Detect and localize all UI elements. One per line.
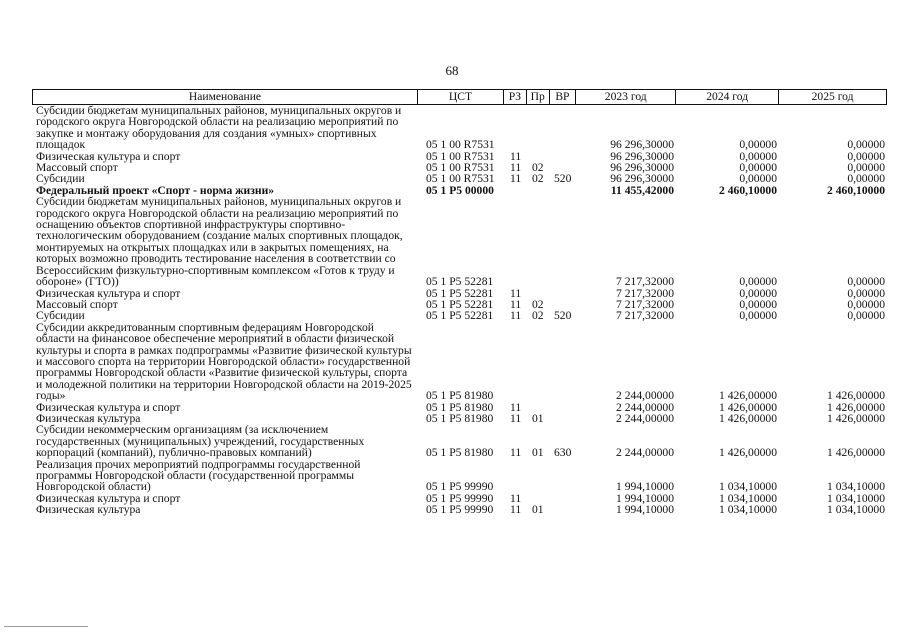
row-amount-2023: 96 296,30000 xyxy=(610,149,674,163)
row-amount-2024: 0,00000 xyxy=(739,161,777,175)
table-row xyxy=(32,424,887,458)
row-name: Физическая культура и спорт xyxy=(36,491,181,505)
row-cst: 05 1 00 R7531 xyxy=(426,138,495,152)
row-amount-2023: 7 217,32000 xyxy=(616,275,674,289)
header-name: Наименование xyxy=(32,90,417,104)
header-cst: ЦСТ xyxy=(417,90,503,104)
row-amount-2025: 1 034,10000 xyxy=(827,480,885,494)
row-rz: 11 xyxy=(510,172,522,186)
header-2024: 2024 год xyxy=(675,90,778,104)
row-pr: 02 xyxy=(532,297,544,311)
row-amount-2024: 1 034,10000 xyxy=(719,491,777,505)
row-amount-2025: 0,00000 xyxy=(847,286,885,300)
row-amount-2023: 96 296,30000 xyxy=(610,138,674,152)
row-name: Массовый спорт xyxy=(36,297,118,311)
row-amount-2024: 0,00000 xyxy=(739,297,777,311)
row-pr: 01 xyxy=(532,446,544,460)
row-amount-2023: 11 455,42000 xyxy=(610,183,674,197)
row-amount-2024: 0,00000 xyxy=(739,275,777,289)
row-rz: 11 xyxy=(510,400,522,414)
row-cst: 05 1 P5 99990 xyxy=(426,503,494,517)
row-amount-2023: 1 994,10000 xyxy=(616,491,674,505)
row-name: Субсидии бюджетам муниципальных районов, муниципальных округов и городского округа Новгородской области на реализацию мероприятий по закупке и монтажу оборудования для создания «умных» спортивных площадок xyxy=(36,104,402,152)
row-rz: 11 xyxy=(510,491,522,505)
row-cst: 05 1 P5 81980 xyxy=(426,411,494,425)
row-amount-2024: 0,00000 xyxy=(739,138,777,152)
row-cst: 05 1 P5 52281 xyxy=(426,275,494,289)
row-amount-2024: 1 034,10000 xyxy=(719,480,777,494)
row-amount-2024: 1 426,00000 xyxy=(719,411,777,425)
row-amount-2024: 0,00000 xyxy=(739,309,777,323)
row-amount-2024: 0,00000 xyxy=(739,286,777,300)
header-2023: 2023 год xyxy=(575,90,675,104)
row-cst: 05 1 P5 52281 xyxy=(426,309,494,323)
row-amount-2023: 2 244,00000 xyxy=(616,400,674,414)
row-amount-2025: 1 426,00000 xyxy=(827,411,885,425)
row-cst: 05 1 00 R7531 xyxy=(426,172,495,186)
row-name: Физическая культура xyxy=(36,411,141,425)
row-vr: 630 xyxy=(554,446,572,460)
header-vr: ВР xyxy=(549,90,576,104)
row-amount-2023: 7 217,32000 xyxy=(616,309,674,323)
row-amount-2025: 1 034,10000 xyxy=(827,503,885,517)
row-amount-2023: 2 244,00000 xyxy=(616,446,674,460)
row-amount-2025: 0,00000 xyxy=(847,297,885,311)
row-cst: 05 1 P5 81980 xyxy=(426,446,494,460)
row-amount-2024: 1 426,00000 xyxy=(719,400,777,414)
table-row xyxy=(32,105,887,151)
budget-table xyxy=(32,89,887,516)
row-amount-2025: 1 426,00000 xyxy=(827,400,885,414)
table-body xyxy=(32,105,887,516)
row-name: Физическая культура и спорт xyxy=(36,286,181,300)
row-amount-2023: 2 244,00000 xyxy=(616,411,674,425)
row-cst: 05 1 P5 81980 xyxy=(426,400,494,414)
table-row xyxy=(32,322,887,402)
row-name: Федеральный проект «Спорт - норма жизни» xyxy=(36,183,275,197)
row-name: Субсидии бюджетам муниципальных районов, муниципальных округов и городского округа Новгородской области на реализацию мероприятий по оснащению объектов спортивной инфраструктуры спортивно-технологическим оборудованием (создание малых спортивных площадок, монтируемых на открытых площадках или в закрытых помещениях, на которых возможно проводить тестирование населения в соответствии со Всероссийским физкультурно-спортивным комплексом «Готов к труду и обороне» (ГТО)) xyxy=(36,195,403,289)
row-cst: 05 1 00 R7531 xyxy=(426,149,495,163)
footer-rule xyxy=(4,626,88,627)
header-rz: РЗ xyxy=(503,90,526,104)
row-amount-2024: 2 460,10000 xyxy=(719,183,777,197)
row-cst: 05 1 P5 99990 xyxy=(426,491,494,505)
row-rz: 11 xyxy=(510,161,522,175)
row-amount-2023: 2 244,00000 xyxy=(616,389,674,403)
row-rz: 11 xyxy=(510,286,522,300)
table-header xyxy=(32,89,887,105)
row-rz: 11 xyxy=(510,309,522,323)
row-amount-2023: 7 217,32000 xyxy=(616,286,674,300)
page-number: 68 xyxy=(445,63,459,78)
row-cst: 05 1 00 R7531 xyxy=(426,161,495,175)
row-amount-2025: 0,00000 xyxy=(847,172,885,186)
table-row xyxy=(32,504,887,515)
row-cst: 05 1 P5 81980 xyxy=(426,389,494,403)
row-cst: 05 1 P5 52281 xyxy=(426,297,494,311)
row-name: Субсидии некоммерческим организациям (за исключением государственных (муниципальных) учреждений, государственных корпораций (компаний), публично-правовых компаний) xyxy=(36,423,365,460)
row-amount-2024: 0,00000 xyxy=(739,172,777,186)
row-vr: 520 xyxy=(554,309,572,323)
header-2025: 2025 год xyxy=(778,90,887,104)
row-amount-2025: 0,00000 xyxy=(847,309,885,323)
row-name: Субсидии xyxy=(36,309,85,323)
row-amount-2024: 1 426,00000 xyxy=(719,389,777,403)
table-row xyxy=(32,310,887,321)
row-pr: 01 xyxy=(532,503,544,517)
row-amount-2023: 7 217,32000 xyxy=(616,297,674,311)
row-amount-2023: 1 994,10000 xyxy=(616,480,674,494)
row-amount-2024: 0,00000 xyxy=(739,149,777,163)
row-amount-2025: 1 426,00000 xyxy=(827,389,885,403)
row-pr: 02 xyxy=(532,172,544,186)
row-amount-2023: 96 296,30000 xyxy=(610,161,674,175)
row-cst: 05 1 P5 52281 xyxy=(426,286,494,300)
row-amount-2025: 1 034,10000 xyxy=(827,491,885,505)
row-name: Массовый спорт xyxy=(36,161,118,175)
row-amount-2025: 1 426,00000 xyxy=(827,446,885,460)
row-pr: 02 xyxy=(532,161,544,175)
row-amount-2024: 1 426,00000 xyxy=(719,446,777,460)
row-amount-2025: 0,00000 xyxy=(847,275,885,289)
row-amount-2025: 0,00000 xyxy=(847,161,885,175)
table-row xyxy=(32,459,887,493)
row-name: Физическая культура и спорт xyxy=(36,400,181,414)
row-name: Субсидии xyxy=(36,172,85,186)
row-rz: 11 xyxy=(510,297,522,311)
row-name: Физическая культура и спорт xyxy=(36,149,181,163)
row-amount-2023: 1 994,10000 xyxy=(616,503,674,517)
row-pr: 01 xyxy=(532,411,544,425)
row-pr: 02 xyxy=(532,309,544,323)
row-rz: 11 xyxy=(510,503,522,517)
row-amount-2025: 0,00000 xyxy=(847,149,885,163)
row-name: Реализация прочих мероприятий подпрограммы государственной программы Новгородской области (государственной программы Новгородской области) xyxy=(36,457,361,494)
row-rz: 11 xyxy=(510,411,522,425)
row-amount-2023: 96 296,30000 xyxy=(610,172,674,186)
table-row xyxy=(32,196,887,287)
row-cst: 05 1 P5 99990 xyxy=(426,480,494,494)
row-name: Субсидии аккредитованным спортивным федерациям Новгородской области на финансовое обеспечение мероприятий в области физической культуры и спорта в рамках подпрограммы «Развитие физической культуры и массового спорта на территории Новгородской области» государственной программы Новгородской области «Развитие физической культуры, спорта и молодежной политики на территории Новгородской области на 2019-2025 годы» xyxy=(36,320,412,403)
header-pr: Пр xyxy=(526,90,549,104)
row-amount-2025: 2 460,10000 xyxy=(827,183,885,197)
row-cst: 05 1 P5 00000 xyxy=(426,183,494,197)
row-rz: 11 xyxy=(510,446,522,460)
row-name: Физическая культура xyxy=(36,503,141,517)
row-rz: 11 xyxy=(510,149,522,163)
row-amount-2025: 0,00000 xyxy=(847,138,885,152)
row-vr: 520 xyxy=(554,172,572,186)
row-amount-2024: 1 034,10000 xyxy=(719,503,777,517)
